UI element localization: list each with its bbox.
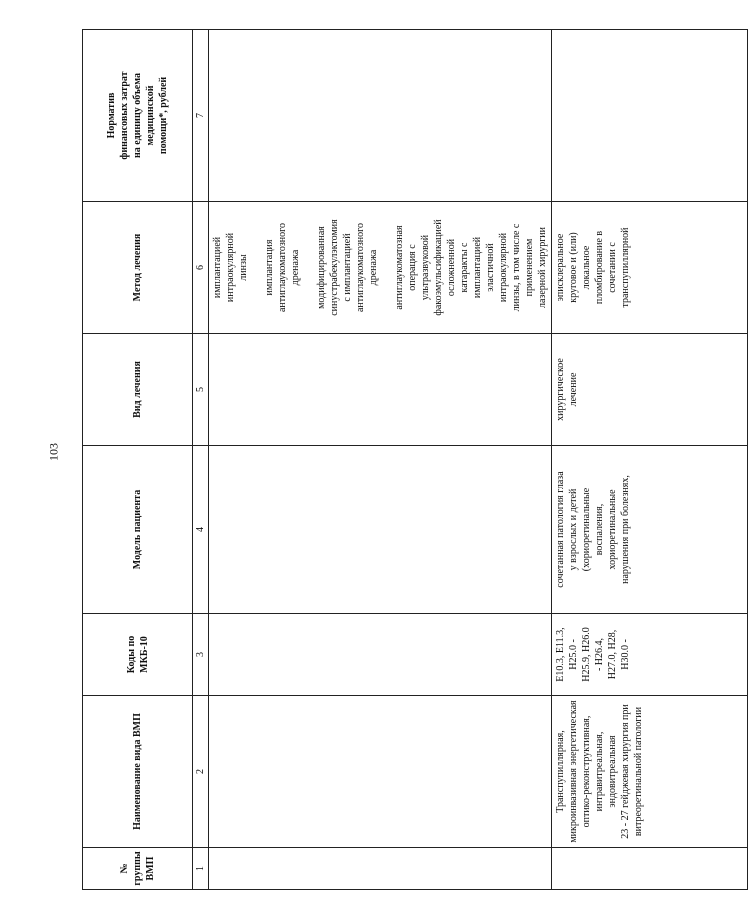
column-number: 3 (193, 614, 209, 696)
text-line: линзы, в том числе с (511, 223, 522, 312)
text-line: Метод лечения (132, 233, 143, 302)
cell-cost-standard (552, 30, 748, 202)
header-group-number (83, 848, 193, 890)
text-line: оптико-реконструктивная, (581, 715, 592, 828)
cell-vmp-name (552, 696, 748, 848)
cell-patient-model (209, 446, 552, 614)
column-number-row (193, 30, 209, 890)
text-line: воспаления, (594, 503, 605, 556)
text-line: локальное (581, 245, 592, 290)
cell-cost-standard (209, 30, 552, 202)
header-icd-codes (83, 614, 193, 696)
text-line: осложненной (446, 238, 457, 297)
text-line: транспупиллярной (620, 227, 631, 308)
text-line: синустрабекулэктомия (329, 219, 340, 316)
text-line: группы (132, 851, 143, 886)
vmp-table (82, 29, 748, 890)
text-line (380, 205, 393, 330)
text-line: применением (524, 238, 535, 297)
text-line: H30.0 - (620, 639, 631, 670)
header-cost-standard (83, 30, 193, 202)
column-number: 2 (193, 696, 209, 848)
column-number: 4 (193, 446, 209, 614)
text-line: E10.3, E11.3, (555, 627, 566, 682)
text-line: операция с (407, 244, 418, 291)
text-line: Коды по (125, 635, 137, 674)
text-line: медицинской (145, 85, 156, 146)
text-line: H25.0 - (568, 639, 579, 670)
text-line: имплантацией (472, 236, 483, 299)
text-line: имплантацией (212, 236, 223, 299)
table-frame (82, 30, 644, 890)
text-line: имплантация (264, 239, 275, 296)
text-line: факоэмульсификацией (433, 219, 444, 316)
text-line: H25.9, H26.0 (581, 627, 592, 682)
text-line: лазерной хирургии (537, 226, 548, 309)
text-line: эластичной (485, 243, 496, 292)
column-number: 7 (193, 30, 209, 202)
text-line: пломбирование в (594, 230, 605, 305)
text-line: дренажа (290, 249, 301, 286)
table-row (209, 30, 552, 890)
text-line: финансовых затрат (119, 71, 130, 160)
text-line: хориоретинальные (607, 489, 618, 570)
cell-vmp-name (209, 696, 552, 848)
text-line: модифицированная (316, 226, 327, 309)
text-line: линзы (238, 254, 249, 281)
page-number: 103 (46, 443, 61, 461)
cell-patient-model (552, 446, 748, 614)
text-line: (хориоретинальные (581, 487, 592, 572)
text-line: лечение (568, 372, 579, 407)
text-line: нарушения при болезнях, (620, 475, 631, 584)
text-line: антиглаукоматозного (277, 222, 288, 313)
header-treatment-type (83, 334, 193, 446)
text-line: сочетанная патология глаза (555, 471, 566, 588)
text-line: с имплантацией (342, 233, 353, 302)
text-line: дренажа (368, 249, 379, 286)
text-line: Норматив (106, 92, 117, 139)
text-line: хирургическое (555, 358, 566, 421)
column-number: 6 (193, 202, 209, 334)
text-line: Транспупиллярная, (555, 730, 566, 813)
text-line: № (119, 863, 130, 874)
column-number: 5 (193, 334, 209, 446)
text-line: 23 - 27 гейджевая хирургия при (620, 704, 631, 839)
text-line: ультразвуковой (420, 234, 431, 301)
header-patient-model (83, 446, 193, 614)
text-line: сочетании с (607, 242, 618, 293)
cell-group-number (552, 848, 748, 890)
text-line: помощи*, рублей (158, 76, 169, 155)
text-line: эписклеральное (555, 233, 566, 302)
text-line: H27.0, H28, (607, 629, 618, 680)
text-line: - H26.4, (594, 637, 605, 672)
text-line: на единицу объема (132, 73, 143, 158)
text-line: витреоретинальной патологии (633, 706, 644, 837)
cell-treatment-method (209, 202, 552, 334)
text-line: интраокулярной (225, 232, 236, 303)
cell-icd-codes (209, 614, 552, 696)
rotated-page (82, 30, 644, 890)
text-line: МКБ-10 (138, 636, 150, 673)
text-line: катаракты с (459, 242, 470, 293)
text-line: антиглаукоматозного (355, 222, 366, 313)
cell-treatment-method (552, 202, 748, 334)
text-line: антиглаукоматозная (394, 225, 405, 310)
cell-treatment-type (552, 334, 748, 446)
text-line (250, 205, 263, 330)
text-line: Вид лечения (132, 361, 143, 418)
text-line (302, 205, 315, 330)
text-line: Наименование вида ВМП (132, 713, 143, 830)
cell-treatment-type (209, 334, 552, 446)
header-vmp-name (83, 696, 193, 848)
text-line: у взрослых и детей (568, 488, 579, 571)
cell-group-number (209, 848, 552, 890)
header-treatment-method (83, 202, 193, 334)
text-line: микроинвазивная энергетическая (568, 700, 579, 843)
column-number: 1 (193, 848, 209, 890)
text-line: Модель пациента (132, 489, 143, 570)
header-row (83, 30, 193, 890)
cell-icd-codes (552, 614, 748, 696)
text-line: круговое и (или) (568, 232, 579, 303)
text-line: интравитреальная, эндовитреальная (594, 731, 618, 812)
text-line: ВМП (145, 856, 156, 881)
text-line: интраокулярной (498, 232, 509, 303)
table-row (552, 30, 748, 890)
